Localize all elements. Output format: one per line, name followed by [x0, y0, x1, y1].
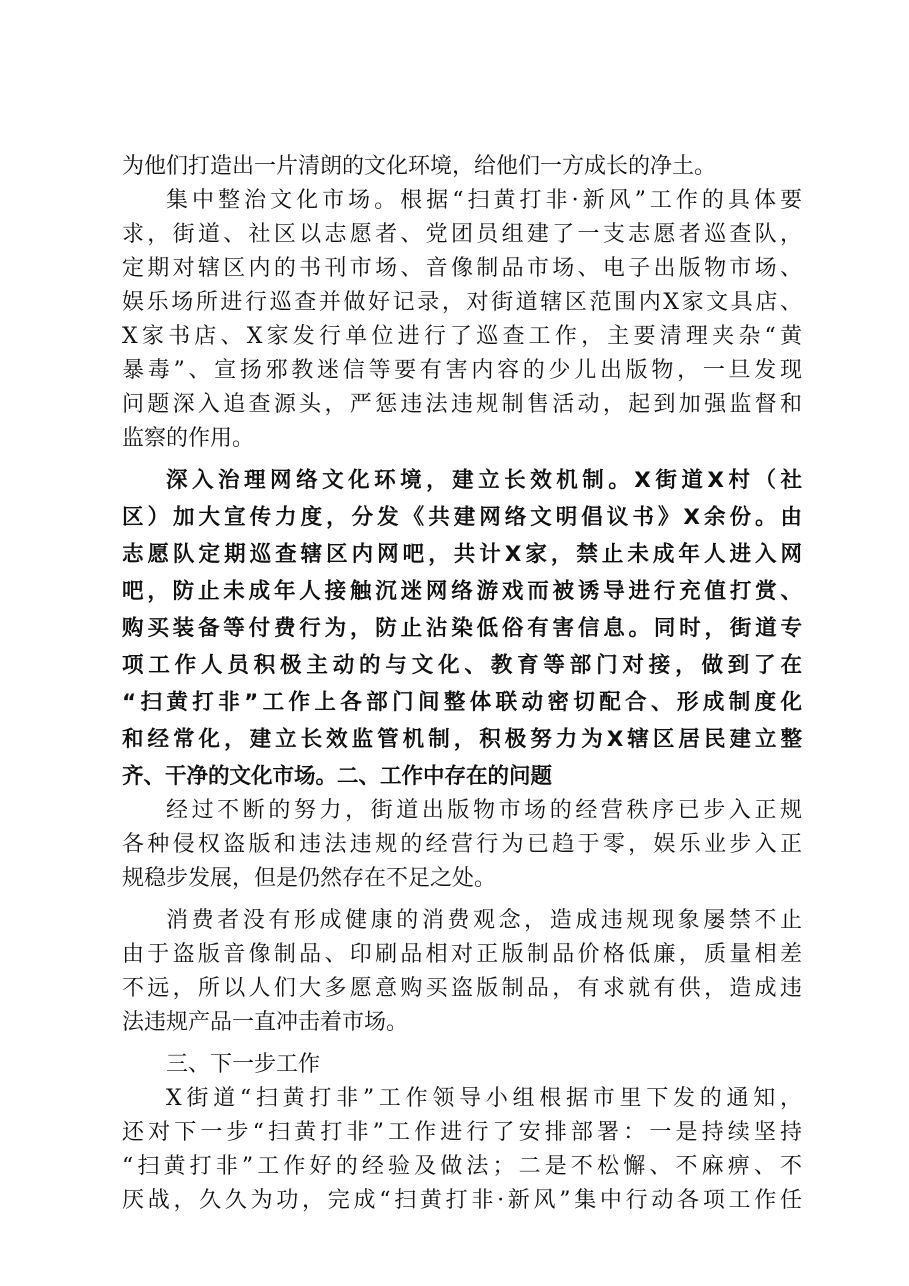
paragraph-line: “扫黄打非”工作上各部门间整体联动密切配合、形成制度化 — [122, 690, 802, 715]
paragraph-line: 定期对辖区内的书刊市场、音像制品市场、电子出版物市场、 — [122, 256, 802, 281]
paragraph-line: 志愿队定期巡查辖区内网吧，共计X家，禁止未成年人进入网 — [122, 542, 802, 567]
paragraph-line: “扫黄打非”工作好的经验及做法；二是不松懈、不麻痹、不 — [122, 1154, 802, 1179]
paragraph-line: 求，街道、社区以志愿者、党团员组建了一支志愿者巡查队， — [122, 222, 802, 247]
paragraph-line: 购买装备等付费行为，防止沾染低俗有害信息。同时，街道专 — [122, 616, 802, 641]
paragraph-line: 暴毒”、宣扬邪教迷信等要有害内容的少儿出版物，一旦发现 — [122, 358, 802, 383]
paragraph-line: 深入治理网络文化环境，建立长效机制。X街道X村（社 — [166, 468, 802, 493]
paragraph-line: 由于盗版音像制品、印刷品相对正版制品价格低廉，质量相差 — [122, 942, 802, 967]
paragraph-line: 区）加大宣传力度，分发《共建网络文明倡议书》X余份。由 — [122, 505, 802, 530]
paragraph-line: 不远，所以人们大多愿意购买盗版制品，有求就有供，造成违 — [122, 976, 802, 1001]
paragraph-line: 和经常化，建立长效监管机制，积极努力为X辖区居民建立整 — [122, 727, 802, 752]
paragraph-line: 集中整治文化市场。根据“扫黄打非·新风”工作的具体要 — [166, 188, 802, 213]
section-heading: 三、下一步工作 — [166, 1052, 321, 1077]
paragraph-line: 各种侵权盗版和违法违规的经营行为已趋于零，娱乐业步入正 — [122, 832, 802, 857]
paragraph-line: X街道“扫黄打非”工作领导小组根据市里下发的通知， — [166, 1086, 802, 1111]
paragraph-line: 消费者没有形成健康的消费观念，造成违规现象屡禁不止 — [166, 908, 802, 933]
paragraph-line: 项工作人员积极主动的与文化、教育等部门对接，做到了在 — [122, 653, 802, 678]
paragraph-line: 规稳步发展，但是仍然存在不足之处。 — [122, 866, 497, 891]
paragraph-line: 吧，防止未成年人接触沉迷网络游戏而被诱导进行充值打赏、 — [122, 579, 802, 604]
document-body — [122, 150, 802, 1218]
paragraph-line: 问题深入追查源头，严惩违法违规制售活动，起到加强监督和 — [122, 392, 802, 417]
section-heading-line: 齐、干净的文化市场。二、工作中存在的问题 — [122, 764, 553, 789]
paragraph-line: X家书店、X家发行单位进行了巡查工作，主要清理夹杂“黄 — [122, 324, 802, 349]
paragraph-line: 为他们打造出一片清朗的文化环境，给他们一方成长的净土。 — [122, 154, 717, 179]
paragraph-line: 还对下一步“扫黄打非”工作进行了安排部署：一是持续坚持 — [122, 1120, 802, 1145]
paragraph-line: 厌战，久久为功，完成“扫黄打非·新风”集中行动各项工作任 — [122, 1188, 802, 1213]
paragraph-line: 经过不断的努力，街道出版物市场的经营秩序已步入正规 — [166, 798, 802, 823]
paragraph-line: 法违规产品一直冲击着市场。 — [122, 1010, 409, 1035]
paragraph-line: 监察的作用。 — [122, 426, 255, 451]
paragraph-line: 娱乐场所进行巡查并做好记录，对街道辖区范围内X家文具店、 — [122, 290, 802, 315]
